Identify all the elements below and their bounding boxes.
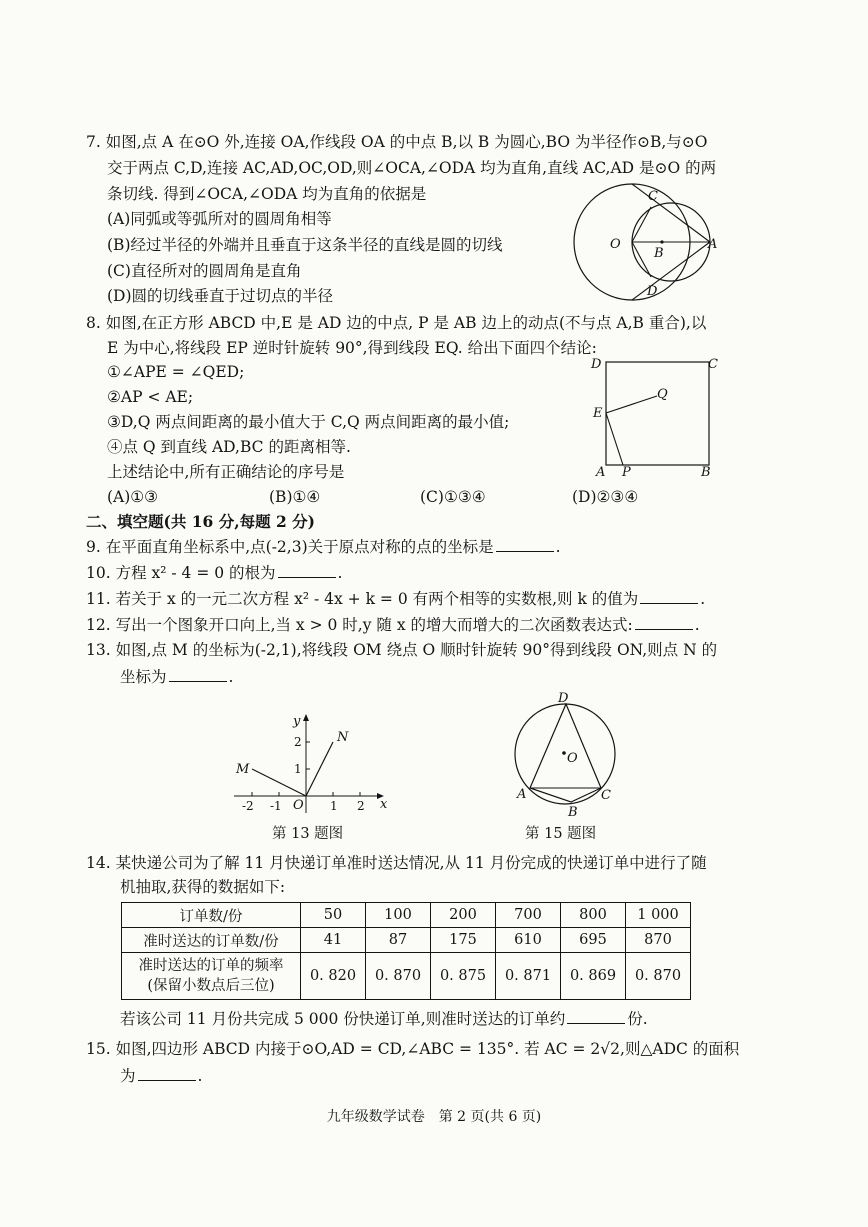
- table-cell: 0. 870: [626, 953, 691, 1000]
- label-c: C: [601, 788, 611, 803]
- label-e: E: [593, 406, 603, 421]
- q7-option-d: (D)圆的切线垂直于过切点的半径: [107, 287, 334, 305]
- label-a: A: [517, 787, 527, 802]
- tick-label-y2: 2: [294, 735, 302, 749]
- table-cell: 100: [366, 903, 431, 928]
- q15-text: 为: [120, 1067, 136, 1085]
- table-cell: 200: [431, 903, 496, 928]
- label-d: D: [591, 357, 602, 372]
- q10-line: [86, 563, 342, 583]
- center-o: [562, 751, 566, 755]
- q12-line: [86, 615, 700, 635]
- q13-line1: 13. 如图,点 M 的坐标为(-2,1),将线段 OM 绕点 O 顺时针旋转 90°得到线段 ON,则点 N 的: [86, 641, 718, 659]
- q15-answer-blank[interactable]: [138, 1066, 196, 1081]
- q14-line1: 14. 某快递公司为了解 11 月快递订单准时送达情况,从 11 月份完成的快递订单中进行了随: [86, 854, 707, 872]
- tangent-ad: [632, 242, 710, 300]
- label-c: C: [708, 357, 718, 372]
- q11-answer-blank[interactable]: [640, 589, 698, 604]
- row-header-frequency: [122, 953, 301, 1000]
- q8-question: 上述结论中,所有正确结论的序号是: [107, 463, 345, 481]
- q8-option-a: (A)①③: [107, 488, 159, 506]
- table-cell: 0. 820: [301, 953, 366, 1000]
- q13-text: 坐标为: [120, 668, 167, 686]
- label-p: P: [622, 465, 631, 480]
- q15-line1: 15. 如图,四边形 ABCD 内接于⊙O,AD = CD,∠ABC = 135°. 若 AC = 2√2,则△ADC 的面积: [86, 1040, 740, 1058]
- tick-label-y1: 1: [294, 762, 302, 776]
- table-row: [122, 953, 691, 1000]
- table-cell: 695: [561, 928, 626, 953]
- frequency-table: [121, 902, 691, 1000]
- q11-line: [86, 589, 705, 609]
- q7-option-c: (C)直径所对的圆周角是直角: [107, 262, 302, 280]
- row-header-ontime: 准时送达的订单数/份: [122, 928, 301, 953]
- q10-answer-blank[interactable]: [278, 563, 336, 578]
- q13-end: .: [228, 668, 234, 686]
- label-o: O: [293, 798, 304, 813]
- segment-on: [306, 742, 333, 796]
- segment-ep: [606, 413, 623, 465]
- q13-line2: [120, 667, 233, 687]
- q7-figure: [560, 178, 740, 302]
- label-x: x: [380, 797, 388, 812]
- q12-answer-blank[interactable]: [635, 615, 693, 630]
- table-cell: 50: [301, 903, 366, 928]
- label-a: A: [708, 237, 718, 252]
- label-q: Q: [657, 387, 668, 402]
- q13-figure: [226, 707, 396, 819]
- q14-answer-blank[interactable]: [567, 1009, 625, 1024]
- q7-line2: 交于两点 C,D,连接 AC,AD,OC,OD,则∠OCA,∠ODA 均为直角,直线 AC,AD 是⊙O 的两: [107, 159, 717, 177]
- table-row: [122, 903, 691, 928]
- q15-figure: [505, 690, 625, 820]
- label-b: B: [568, 805, 578, 820]
- table-cell: 0. 871: [496, 953, 561, 1000]
- table-cell: 800: [561, 903, 626, 928]
- table-cell: 87: [366, 928, 431, 953]
- table-cell: 1 000: [626, 903, 691, 928]
- q11-text: 11. 若关于 x 的一元二次方程 x² - 4x + k = 0 有两个相等的实数根,则 k 的值为: [86, 590, 639, 608]
- label-b: B: [654, 246, 664, 261]
- q8-figure: [585, 352, 725, 482]
- q13-caption: 第 13 题图: [272, 826, 344, 842]
- q14-after-end: 份.: [627, 1010, 648, 1028]
- q7-line1: 7. 如图,点 A 在⊙O 外,连接 OA,作线段 OA 的中点 B,以 B 为圆心,BO 为半径作⊙B,与⊙O: [86, 133, 708, 151]
- segment-oc: [632, 207, 651, 242]
- label-d: D: [647, 284, 658, 299]
- page-footer: 九年级数学试卷 第 2 页(共 6 页): [326, 1109, 542, 1125]
- label-y: y: [293, 714, 301, 729]
- q9-line: [86, 537, 561, 557]
- tick-label-x1: 1: [330, 799, 338, 813]
- tick-label-x2: 2: [357, 799, 365, 813]
- label-c: C: [648, 189, 658, 204]
- table-cell: 0. 875: [431, 953, 496, 1000]
- y-axis-arrow: [303, 714, 309, 721]
- q8-option-d: (D)②③④: [572, 488, 639, 506]
- tick-label-xm2: -2: [242, 799, 254, 813]
- q7-option-a: (A)同弧或等弧所对的圆周角相等: [107, 210, 332, 228]
- q14-after-text: 若该公司 11 月份共完成 5 000 份快递订单,则准时送达的订单约: [120, 1010, 566, 1028]
- label-o: O: [567, 751, 578, 766]
- q8-conclusion-4: ④点 Q 到直线 AD,BC 的距离相等.: [107, 438, 351, 456]
- q11-end: .: [700, 590, 706, 608]
- q10-text: 10. 方程 x² - 4 = 0 的根为: [86, 564, 276, 582]
- tick-label-xm1: -1: [270, 799, 282, 813]
- q8-option-c: (C)①③④: [420, 488, 486, 506]
- q8-conclusion-1: ①∠APE = ∠QED;: [107, 363, 245, 381]
- q13-answer-blank[interactable]: [169, 667, 227, 682]
- q9-text: 9. 在平面直角坐标系中,点(-2,3)关于原点对称的点的坐标是: [86, 538, 494, 556]
- label-m: M: [236, 762, 250, 777]
- q9-answer-blank[interactable]: [496, 537, 554, 552]
- q8-option-b: (B)①④: [269, 488, 321, 506]
- segment-eq: [606, 396, 657, 413]
- q10-end: .: [337, 564, 343, 582]
- label-d: D: [558, 691, 569, 706]
- q7-option-b: (B)经过半径的外端并且垂直于这条半径的直线是圆的切线: [107, 236, 503, 254]
- section-title: 二、填空题(共 16 分,每题 2 分): [86, 512, 316, 531]
- table-row: [122, 928, 691, 953]
- q7-line3: 条切线. 得到∠OCA,∠ODA 均为直角的依据是: [107, 185, 427, 203]
- label-n: N: [337, 730, 349, 745]
- row-header-orders: 订单数/份: [122, 903, 301, 928]
- q15-caption: 第 15 题图: [525, 826, 597, 842]
- segment-od: [632, 242, 651, 277]
- table-cell: 0. 870: [366, 953, 431, 1000]
- point-b: [660, 240, 663, 243]
- q14-line2: 机抽取,获得的数据如下:: [120, 878, 286, 896]
- q8-conclusion-2: ②AP < AE;: [107, 388, 194, 406]
- square-abcd: [606, 362, 709, 465]
- table-cell: 700: [496, 903, 561, 928]
- row-header-frequency-b: (保留小数点后三位): [147, 978, 275, 994]
- label-b: B: [701, 465, 711, 480]
- q12-end: .: [694, 616, 700, 634]
- q8-line1: 8. 如图,在正方形 ABCD 中,E 是 AD 边的中点, P 是 AB 边上的动点(不与点 A,B 重合),以: [86, 314, 707, 332]
- table-cell: 0. 869: [561, 953, 626, 1000]
- table-cell: 41: [301, 928, 366, 953]
- q12-text: 12. 写出一个图象开口向上,当 x > 0 时,y 随 x 的增大而增大的二次函数表达式:: [86, 616, 633, 634]
- table-cell: 610: [496, 928, 561, 953]
- label-a: A: [596, 465, 606, 480]
- q15-end: .: [197, 1067, 203, 1085]
- q8-line2: E 为中心,将线段 EP 逆时针旋转 90°,得到线段 EQ. 给出下面四个结论:: [107, 339, 597, 357]
- label-o: O: [610, 237, 621, 252]
- q8-conclusion-3: ③D,Q 两点间距离的最小值大于 C,Q 两点间距离的最小值;: [107, 413, 510, 431]
- table-cell: 870: [626, 928, 691, 953]
- q14-after-line: [120, 1009, 648, 1029]
- q9-end: .: [555, 538, 561, 556]
- table-cell: 175: [431, 928, 496, 953]
- q15-line2: [120, 1066, 202, 1086]
- tangent-ac: [632, 184, 710, 242]
- row-header-frequency-a: 准时送达的订单的频率: [138, 958, 284, 974]
